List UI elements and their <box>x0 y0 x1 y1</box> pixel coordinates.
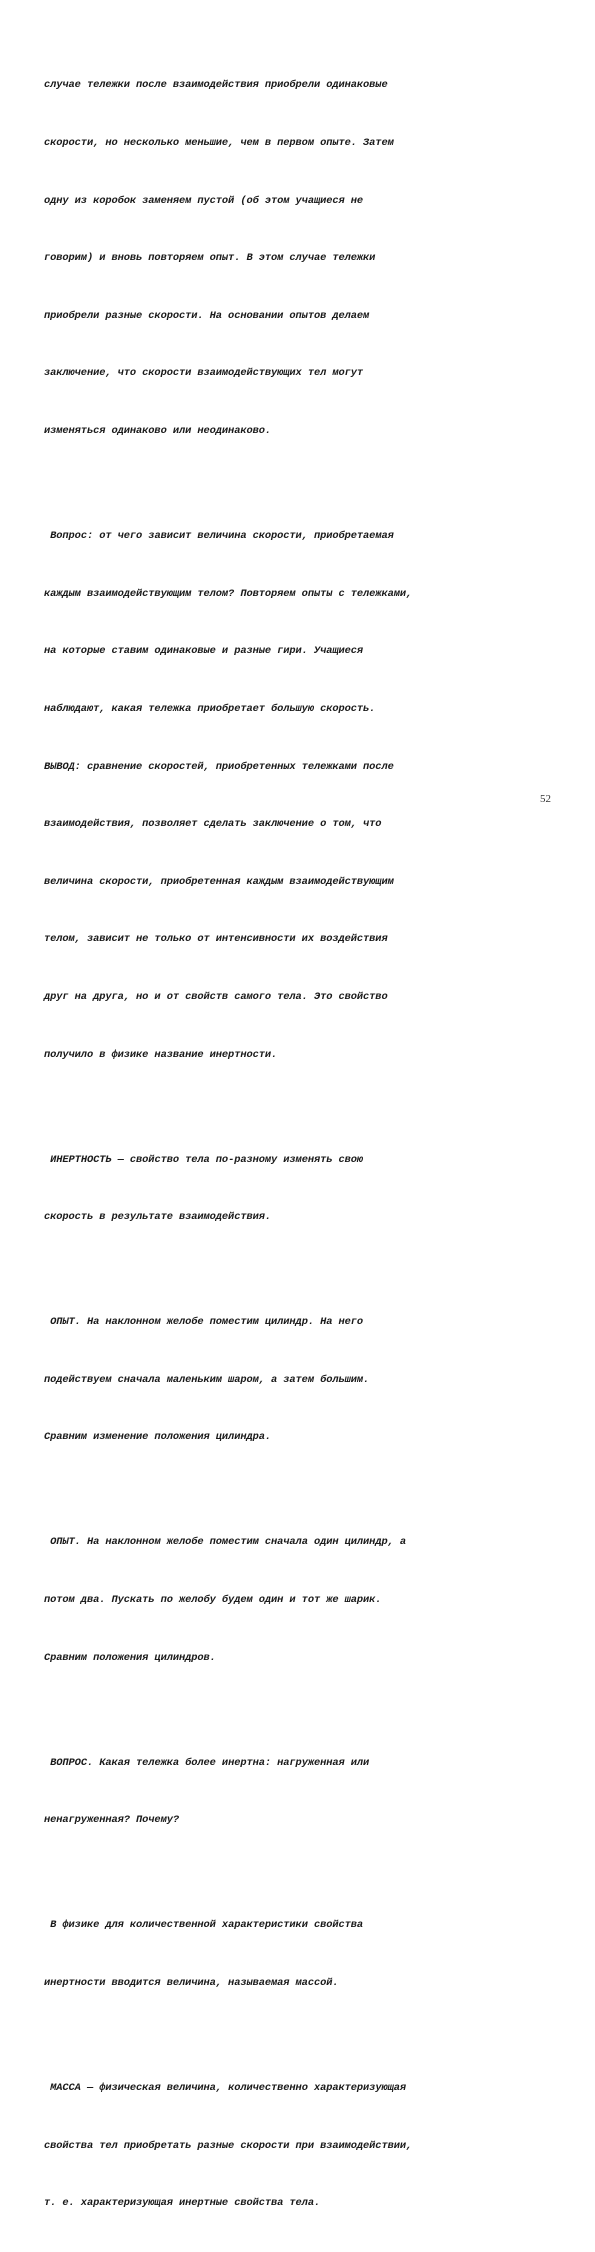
text-line: случае тележки после взаимодействия приобрели одинаковые <box>44 79 388 92</box>
text-line: В физике для количественной характеристики свойства <box>44 1919 364 1932</box>
text-line: ОПЫТ. На наклонном желобе поместим сначала один цилиндр, а <box>44 1536 406 1549</box>
text-line: скорости, но несколько меньшие, чем в первом опыте. Затем <box>44 137 394 150</box>
text-line: заключение, что скорости взаимодействующих тел могут <box>44 367 364 380</box>
text-line: потом два. Пускать по желобу будем один и тот же шарик. <box>44 1594 382 1607</box>
text-line: друг на друга, но и от свойств самого тела. Это свойство <box>44 990 388 1003</box>
paragraph-inertia-definition <box>44 1112 559 1266</box>
text-line: инертности вводится величина, называемая массой. <box>44 1976 339 1989</box>
text-line: взаимодействия, позволяет сделать заключение о том, что <box>44 818 382 831</box>
paragraph-question-cart <box>44 1715 559 1869</box>
text-line: на которые ставим одинаковые и разные гири. Учащиеся <box>44 645 364 658</box>
paragraph-question-velocity <box>44 489 559 1104</box>
paragraph-experiment-1 <box>44 1275 559 1486</box>
text-line: ВОПРОС. Какая тележка более инертна: нагруженная или <box>44 1756 370 1769</box>
text-line: наблюдают, какая тележка приобретает большую скорость. <box>44 702 376 715</box>
text-line: ИНЕРТНОСТЬ — свойство тела по-разному изменять свою <box>44 1153 364 1166</box>
text-line: скорость в результате взаимодействия. <box>44 1211 272 1224</box>
text-line: Вопрос: от чего зависит величина скорости, приобретаемая <box>44 530 394 543</box>
text-line: Сравним изменение положения цилиндра. <box>44 1431 272 1444</box>
text-line: т. е. характеризующая инертные свойства тела. <box>44 2197 321 2210</box>
text-line: ВЫВОД: сравнение скоростей, приобретенных тележками после <box>44 760 394 773</box>
text-line: Сравним положения цилиндров. <box>44 1651 216 1664</box>
text-line: одну из коробок заменяем пустой (об этом учащиеся не <box>44 194 364 207</box>
text-line: МАССА — физическая величина, количественно характеризующая <box>44 2081 406 2094</box>
paragraph-mass-definition <box>44 2041 559 2252</box>
text-line: ОПЫТ. На наклонном желобе поместим цилиндр. На него <box>44 1316 364 1329</box>
page-number: 52 <box>540 793 551 805</box>
page-body <box>44 38 559 2252</box>
text-line: ненагруженная? Почему? <box>44 1814 179 1827</box>
text-line: получило в физике название инертности. <box>44 1048 278 1061</box>
text-line: свойства тел приобретать разные скорости при взаимодействии, <box>44 2139 413 2152</box>
text-line: телом, зависит не только от интенсивности их воздействия <box>44 933 388 946</box>
text-line: подействуем сначала маленьким шаром, а затем большим. <box>44 1373 370 1386</box>
paragraph-mass-intro <box>44 1878 559 2032</box>
text-line: каждым взаимодействующим телом? Повторяем опыты с тележками, <box>44 587 413 600</box>
text-line: изменяться одинаково или неодинаково. <box>44 425 272 438</box>
text-line: говорим) и вновь повторяем опыт. В этом случае тележки <box>44 252 376 265</box>
paragraph-1 <box>44 38 559 480</box>
paragraph-experiment-2 <box>44 1495 559 1706</box>
text-line: величина скорости, приобретенная каждым взаимодействующим <box>44 875 394 888</box>
text-line: приобрели разные скорости. На основании опытов делаем <box>44 309 370 322</box>
